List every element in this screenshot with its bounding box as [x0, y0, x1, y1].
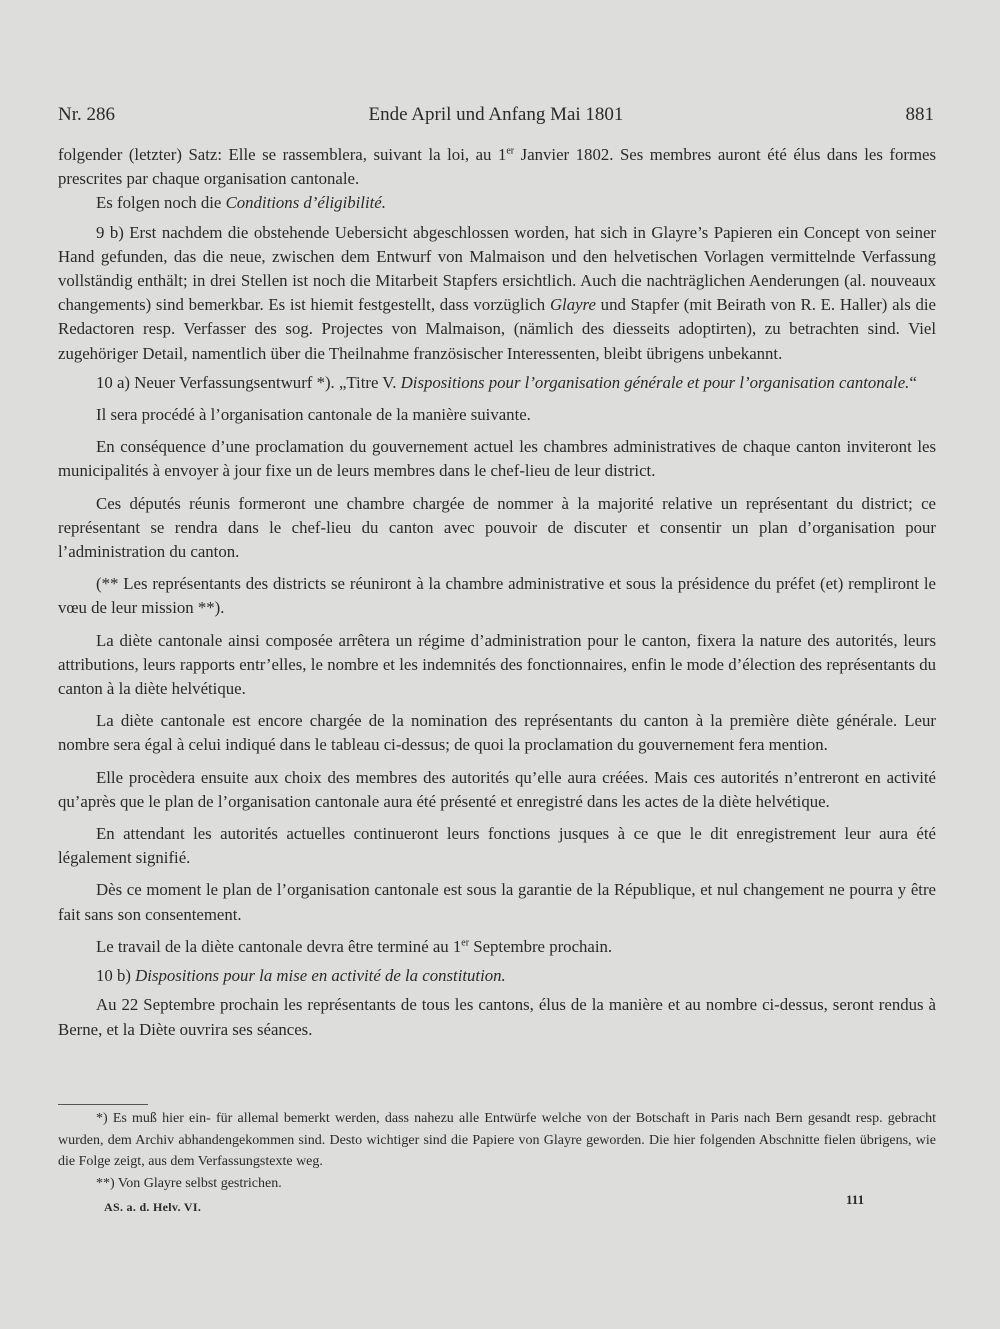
running-title: Ende April und Anfang Mai 1801 — [368, 104, 624, 125]
footnote-1: *) Es muß hier ein- für allemal bemerkt werden, dass nahezu alle Entwürfe welche von der Botschaft in Paris nach Bern gesandt resp. gebracht wurden, dem Archiv abhandengekommen sind. Desto wichtiger sind die Papiere von Glayre geworden. Die hier folgenden Abschnitte fielen übrigens, wie die Folge zeigt, aus dem Verfassungstexte weg. — [58, 1111, 936, 1169]
footnotes — [58, 1108, 936, 1194]
paragraph-1: folgender (letzter) Satz: Elle se rassemblera, suivant la loi, au 1er Janvier 1802. Ses membres auront été élus dans les formes prescrites par chaque organisation cantonale. — [58, 145, 936, 189]
signature-mark: AS. a. d. Helv. VI. — [104, 1200, 202, 1214]
paragraph-7: Ces députés réunis formeront une chambre chargée de nommer à la majorité relative un représentant du district; ce représentant se rendra dans le chef-lieu du canton avec pouvoir de discuter et consentir un plan d’organisation pour l’administration du canton. — [58, 493, 936, 562]
paragraph-13: Dès ce moment le plan de l’organisation cantonale est sous la garantie de la République, et nul changement ne pourra y être fait sans son consentement. — [58, 880, 936, 924]
page-number: 881 — [905, 104, 934, 125]
document-number: Nr. 286 — [58, 104, 115, 125]
paragraph-3: 9 b) Erst nachdem die obstehende Uebersicht abgeschlossen worden, hat sich in Glayre’s Papieren ein Concept von seiner Hand gefunden, das die neue, zwischen dem Entwurf von Malmaison und den helvetischen Vorlagen vermittelnde Verfassung vollständig enthält; in drei Stellen ist noch die Mitarbeit Stapfers ersichtlich. Auch die nachträglichen Aenderungen (al. nouveaux changements) sind bemerkbar. Es ist hiemit festgestellt, dass vorzüglich Glayre und Stapfer (mit Beirath von R. E. Haller) als die Redactoren resp. Verfasser des sog. Projectes von Malmaison, (nämlich des diesseits adoptirten), zu betrachten sind. Viel zugehöriger Detail, namentlich über die Theilnahme französischer Interessenten, bleibt übrigens unbekannt. — [58, 222, 936, 363]
paragraph-14: Le travail de la diète cantonale devra être terminé au 1er Septembre prochain. — [96, 936, 613, 956]
paragraph-8: (** Les représentants des districts se réuniront à la chambre administrative et sous la présidence du préfet (et) rempliront le vœu de leur mission **). — [58, 574, 936, 618]
paragraph-16: Au 22 Septembre prochain les représentants de tous les cantons, élus de la manière et au nombre ci-dessus, seront rendus à Berne, et la Diète ouvrira ses séances. — [58, 995, 936, 1039]
paragraph-4: 10 a) Neuer Verfassungsentwurf *). „Titre V. Dispositions pour l’organisation générale et pour l’organisation cantonale.“ — [96, 372, 917, 392]
paragraph-12: En attendant les autorités actuelles continueront leurs fonctions jusques à ce que le dit enregistrement leur aura été légalement signifié. — [58, 824, 936, 868]
paragraph-15: 10 b) Dispositions pour la mise en activité de la constitution. — [96, 966, 506, 986]
running-header — [58, 104, 934, 132]
sheet-number: 111 — [846, 1192, 865, 1207]
main-text — [58, 143, 936, 1042]
paragraph-6: En conséquence d’une proclamation du gouvernement actuel les chambres administratives de chaque canton inviteront les municipalités à envoyer à jour fixe un de leurs membres dans le chef-lieu de leur district. — [58, 437, 936, 481]
paragraph-5: Il sera procédé à l’organisation cantonale de la manière suivante. — [96, 405, 531, 425]
paragraph-11: Elle procèdera ensuite aux choix des membres des autorités qu’elle aura créées. Mais ces autorités n’entreront en activité qu’après que le plan de l’organisation cantonale aura été présenté et enregistré dans les actes de la diète helvétique. — [58, 767, 936, 811]
paragraph-9: La diète cantonale ainsi composée arrêtera un régime d’administration pour le canton, fixera la nature des autorités, leurs attributions, leurs rapports entr’elles, le nombre et les indemnités des fonctionnaires, enfin le mode d’élection des représentants du canton à la diète helvétique. — [58, 630, 936, 699]
paragraph-2: Es folgen noch die Conditions d’éligibilité. — [96, 193, 386, 213]
footnote-2: **) Von Glayre selbst gestrichen. — [96, 1175, 282, 1191]
paragraph-10: La diète cantonale est encore chargée de la nomination des représentants du canton à la première diète générale. Leur nombre sera égal à celui indiqué dans le tableau ci-dessus; de quoi la proclamation du gouvernement fera mention. — [58, 711, 936, 755]
footnote-divider — [58, 1104, 148, 1105]
